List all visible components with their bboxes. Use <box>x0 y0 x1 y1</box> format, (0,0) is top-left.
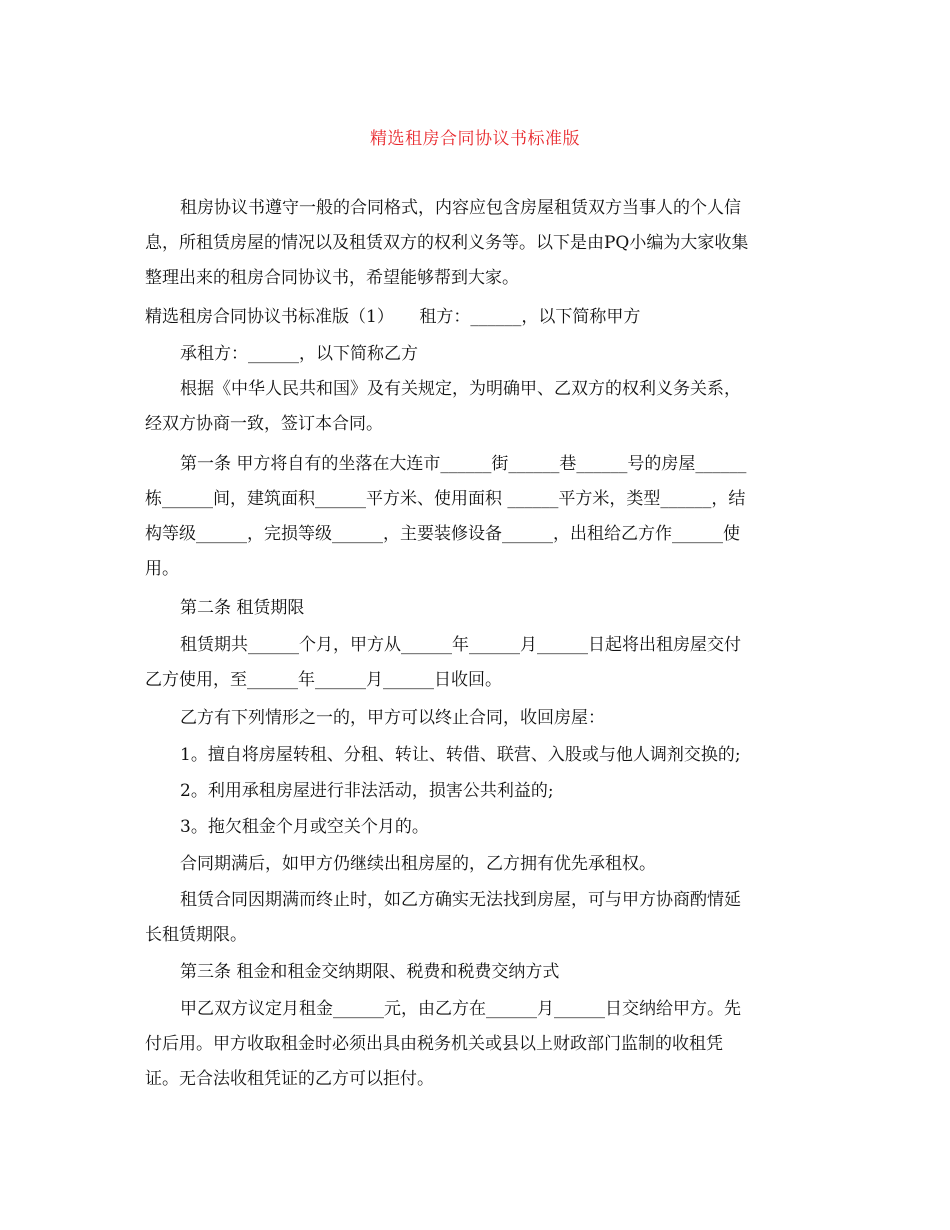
paragraph-line: 根据《中华人民共和国》及有关规定，为明确甲、乙双方的权利义务关系， <box>180 379 741 399</box>
paragraph-line: 付后用。甲方收取租金时必须出具由税务机关或县以上财政部门监制的收租凭 <box>145 1034 723 1054</box>
section-heading: 第三条 租金和租金交纳期限、税费和税费交纳方式 <box>180 962 560 982</box>
list-item: 3。拖欠租金个月或空关个月的。 <box>180 817 429 837</box>
paragraph-line: 栋______间，建筑面积______平方米、使用面积 ______平方米，类型______，结 <box>145 489 746 509</box>
paragraph-line: 承租方：______，以下简称乙方 <box>180 344 418 364</box>
document-title: 精选租房合同协议书标准版 <box>370 129 580 149</box>
paragraph-line: 合同期满后，如甲方仍继续出租房屋的，乙方拥有优先承租权。 <box>180 854 656 874</box>
list-item: 2。利用承租房屋进行非法活动，损害公共利益的; <box>180 781 554 801</box>
paragraph-line: 证。无合法收租凭证的乙方可以拒付。 <box>145 1069 434 1089</box>
paragraph-line: 租赁合同因期满而终止时，如乙方确实无法找到房屋，可与甲方协商酌情延 <box>180 890 741 910</box>
paragraph-line: 第一条 甲方将自有的坐落在大连市______街______巷______号的房屋______ <box>180 454 747 474</box>
paragraph-line: 经双方协商一致，签订本合同。 <box>145 414 383 434</box>
list-item: 1。擅自将房屋转租、分租、转让、转借、联营、入股或与他人调剂交换的; <box>180 745 741 765</box>
paragraph-line: 租房协议书遵守一般的合同格式，内容应包含房屋租赁双方当事人的个人信 <box>180 198 741 218</box>
paragraph-line: 租赁期共______个月，甲方从______年______月______日起将出租房屋交付 <box>180 635 741 655</box>
paragraph-line: 长租赁期限。 <box>145 925 247 945</box>
section-heading: 第二条 租赁期限 <box>180 598 305 618</box>
paragraph-line: 乙方使用，至______年______月______日收回。 <box>145 670 502 690</box>
paragraph-line: 乙方有下列情形之一的，甲方可以终止合同，收回房屋： <box>180 708 605 728</box>
paragraph-line: 构等级______，完损等级______，主要装修设备______，出租给乙方作______使 <box>145 524 740 544</box>
paragraph-line: 息，所租赁房屋的情况以及租赁双方的权利义务等。以下是由PQ小编为大家收集 <box>145 233 749 253</box>
paragraph-line: 用。 <box>145 559 179 579</box>
paragraph-line: 甲乙双方议定月租金______元，由乙方在______月______日交纳给甲方。先 <box>180 999 741 1019</box>
paragraph-line: 精选租房合同协议书标准版（1） 租方：______，以下简称甲方 <box>145 307 641 327</box>
paragraph-line: 整理出来的租房合同协议书，希望能够帮到大家。 <box>145 268 519 288</box>
